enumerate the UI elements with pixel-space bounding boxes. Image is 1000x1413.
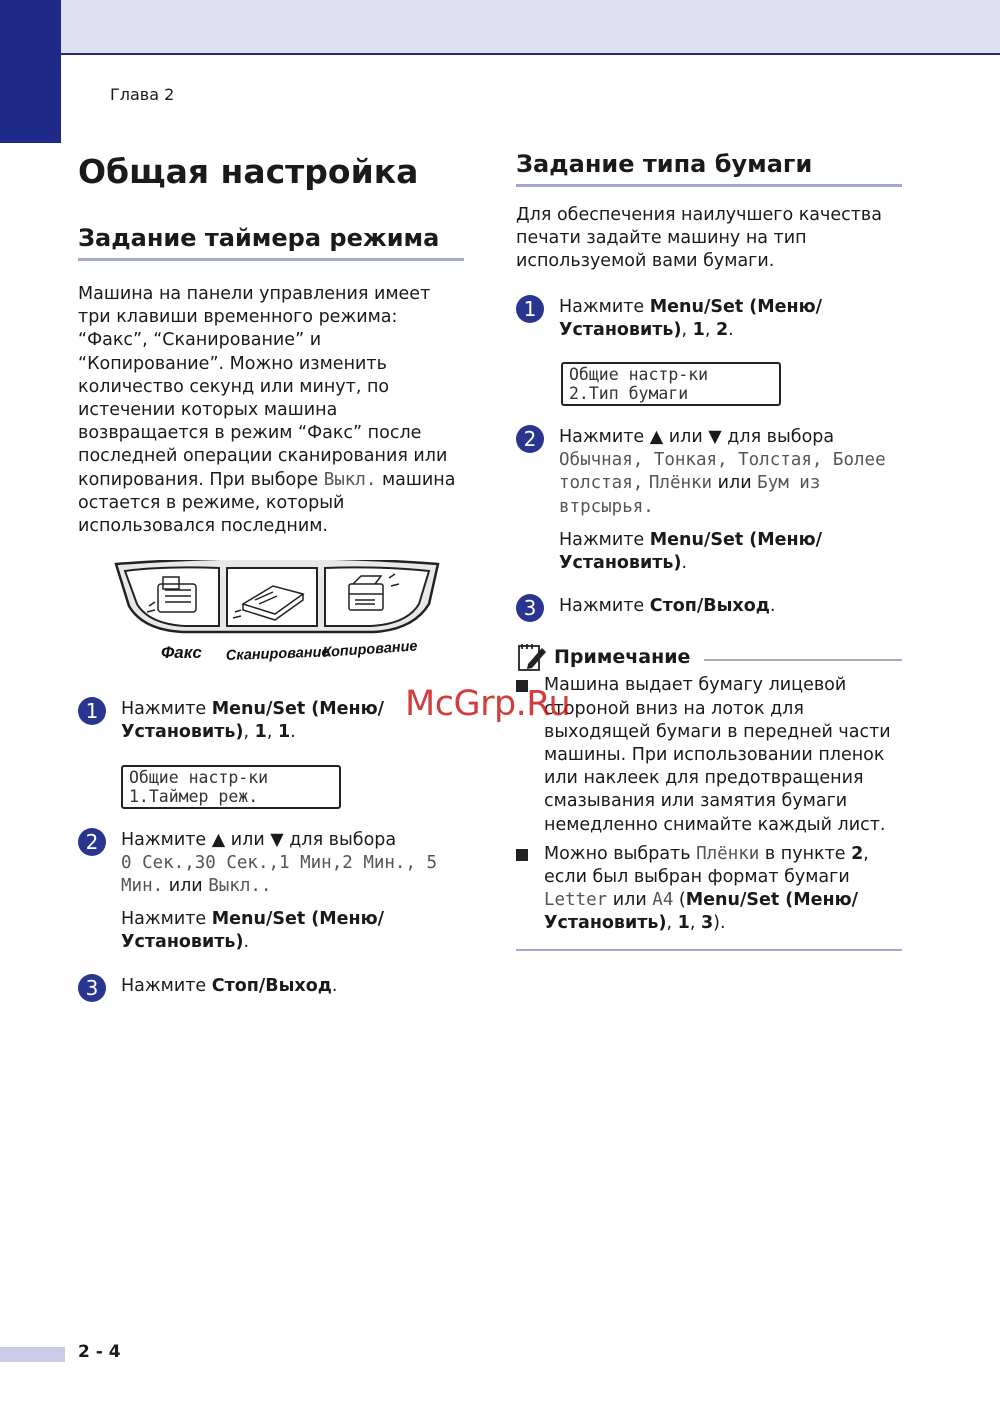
step-number: 1 (78, 697, 106, 725)
timer-step-2: 2 Нажмите ▲ или ▼ для выбора 0 Сек.,30 Сек.,1 Мин,2 Мин., 5 Мин. или Выкл.. Нажмите Menu/Set (Меню/Установить). (78, 829, 464, 955)
right-column (516, 150, 902, 951)
watermark: McGrp.Ru (405, 684, 571, 724)
timer-step-3: 3 Нажмите Стоп/Выход. (78, 975, 464, 998)
note-bullet: Машина выдает бумагу лицевой стороной вниз на лоток для выходящей бумаги в передней части машины. При использовании пленок или наклеек для предотвращения смазывания или замятия бумаги немедленно снимайте каждый лист. (516, 674, 902, 836)
timer-step-1: 1 Нажмите Menu/Set (Меню/Установить), 1, 1. (78, 698, 464, 744)
fax-label: Факс (161, 643, 202, 663)
left-column (78, 150, 464, 998)
footer-bar (0, 1347, 65, 1362)
step-number: 3 (78, 974, 106, 1002)
chapter-label: Глава 2 (110, 85, 175, 104)
header-band (0, 0, 1000, 55)
copy-label: Копирование (322, 638, 419, 662)
mode-keys-illustration (113, 560, 443, 674)
page-number: 2 - 4 (78, 1342, 121, 1362)
note-header (516, 642, 902, 672)
mode-keys-panel (113, 560, 443, 670)
section-title-timer: Задание таймера режима (78, 224, 464, 261)
paper-step-2: 2 Нажмите ▲ или ▼ для выбора Обычная, Тонкая, Толстая, Более толстая, Плёнки или Бум из втрсырья. Нажмите Menu/Set (Меню/Установить). (516, 426, 902, 575)
scan-label: Сканирование (225, 644, 330, 665)
note-title: Примечание (554, 646, 691, 669)
chapter-tab (0, 0, 61, 143)
note-pencil-icon (516, 642, 548, 672)
timer-intro: Машина на панели управления имеет три клавиши временного режима: “Факс”, “Сканирование” и “Копирование”. Можно изменить количество секунд или минут, по истечении которых машина возвращается в режим “Факс” после последней операции сканирования или копирования. При выборе Выкл. машина остается в режиме, который использовался последним. (78, 284, 456, 537)
lcd-display: Общие настр-ки 2.Тип бумаги (561, 362, 781, 406)
section-title-paper: Задание типа бумаги (516, 150, 902, 187)
step-number: 1 (516, 295, 544, 323)
lcd-display: Общие настр-ки 1.Таймер реж. (121, 765, 341, 809)
paper-step-3: 3 Нажмите Стоп/Выход. (516, 595, 902, 618)
note-divider (516, 949, 902, 951)
note-bullet: Можно выбрать Плёнки в пункте 2, если был выбран формат бумаги Letter или A4 (Menu/Set (Меню/Установить), 1, 3). (516, 843, 902, 936)
step-number: 3 (516, 594, 544, 622)
step-number: 2 (516, 425, 544, 453)
paper-intro: Для обеспечения наилучшего качества печати задайте машину на тип используемой вами бумаги. (516, 205, 882, 272)
paper-step-1: 1 Нажмите Menu/Set (Меню/Установить), 1, 2. (516, 296, 902, 342)
page-title: Общая настройка (78, 152, 419, 191)
step-number: 2 (78, 828, 106, 856)
